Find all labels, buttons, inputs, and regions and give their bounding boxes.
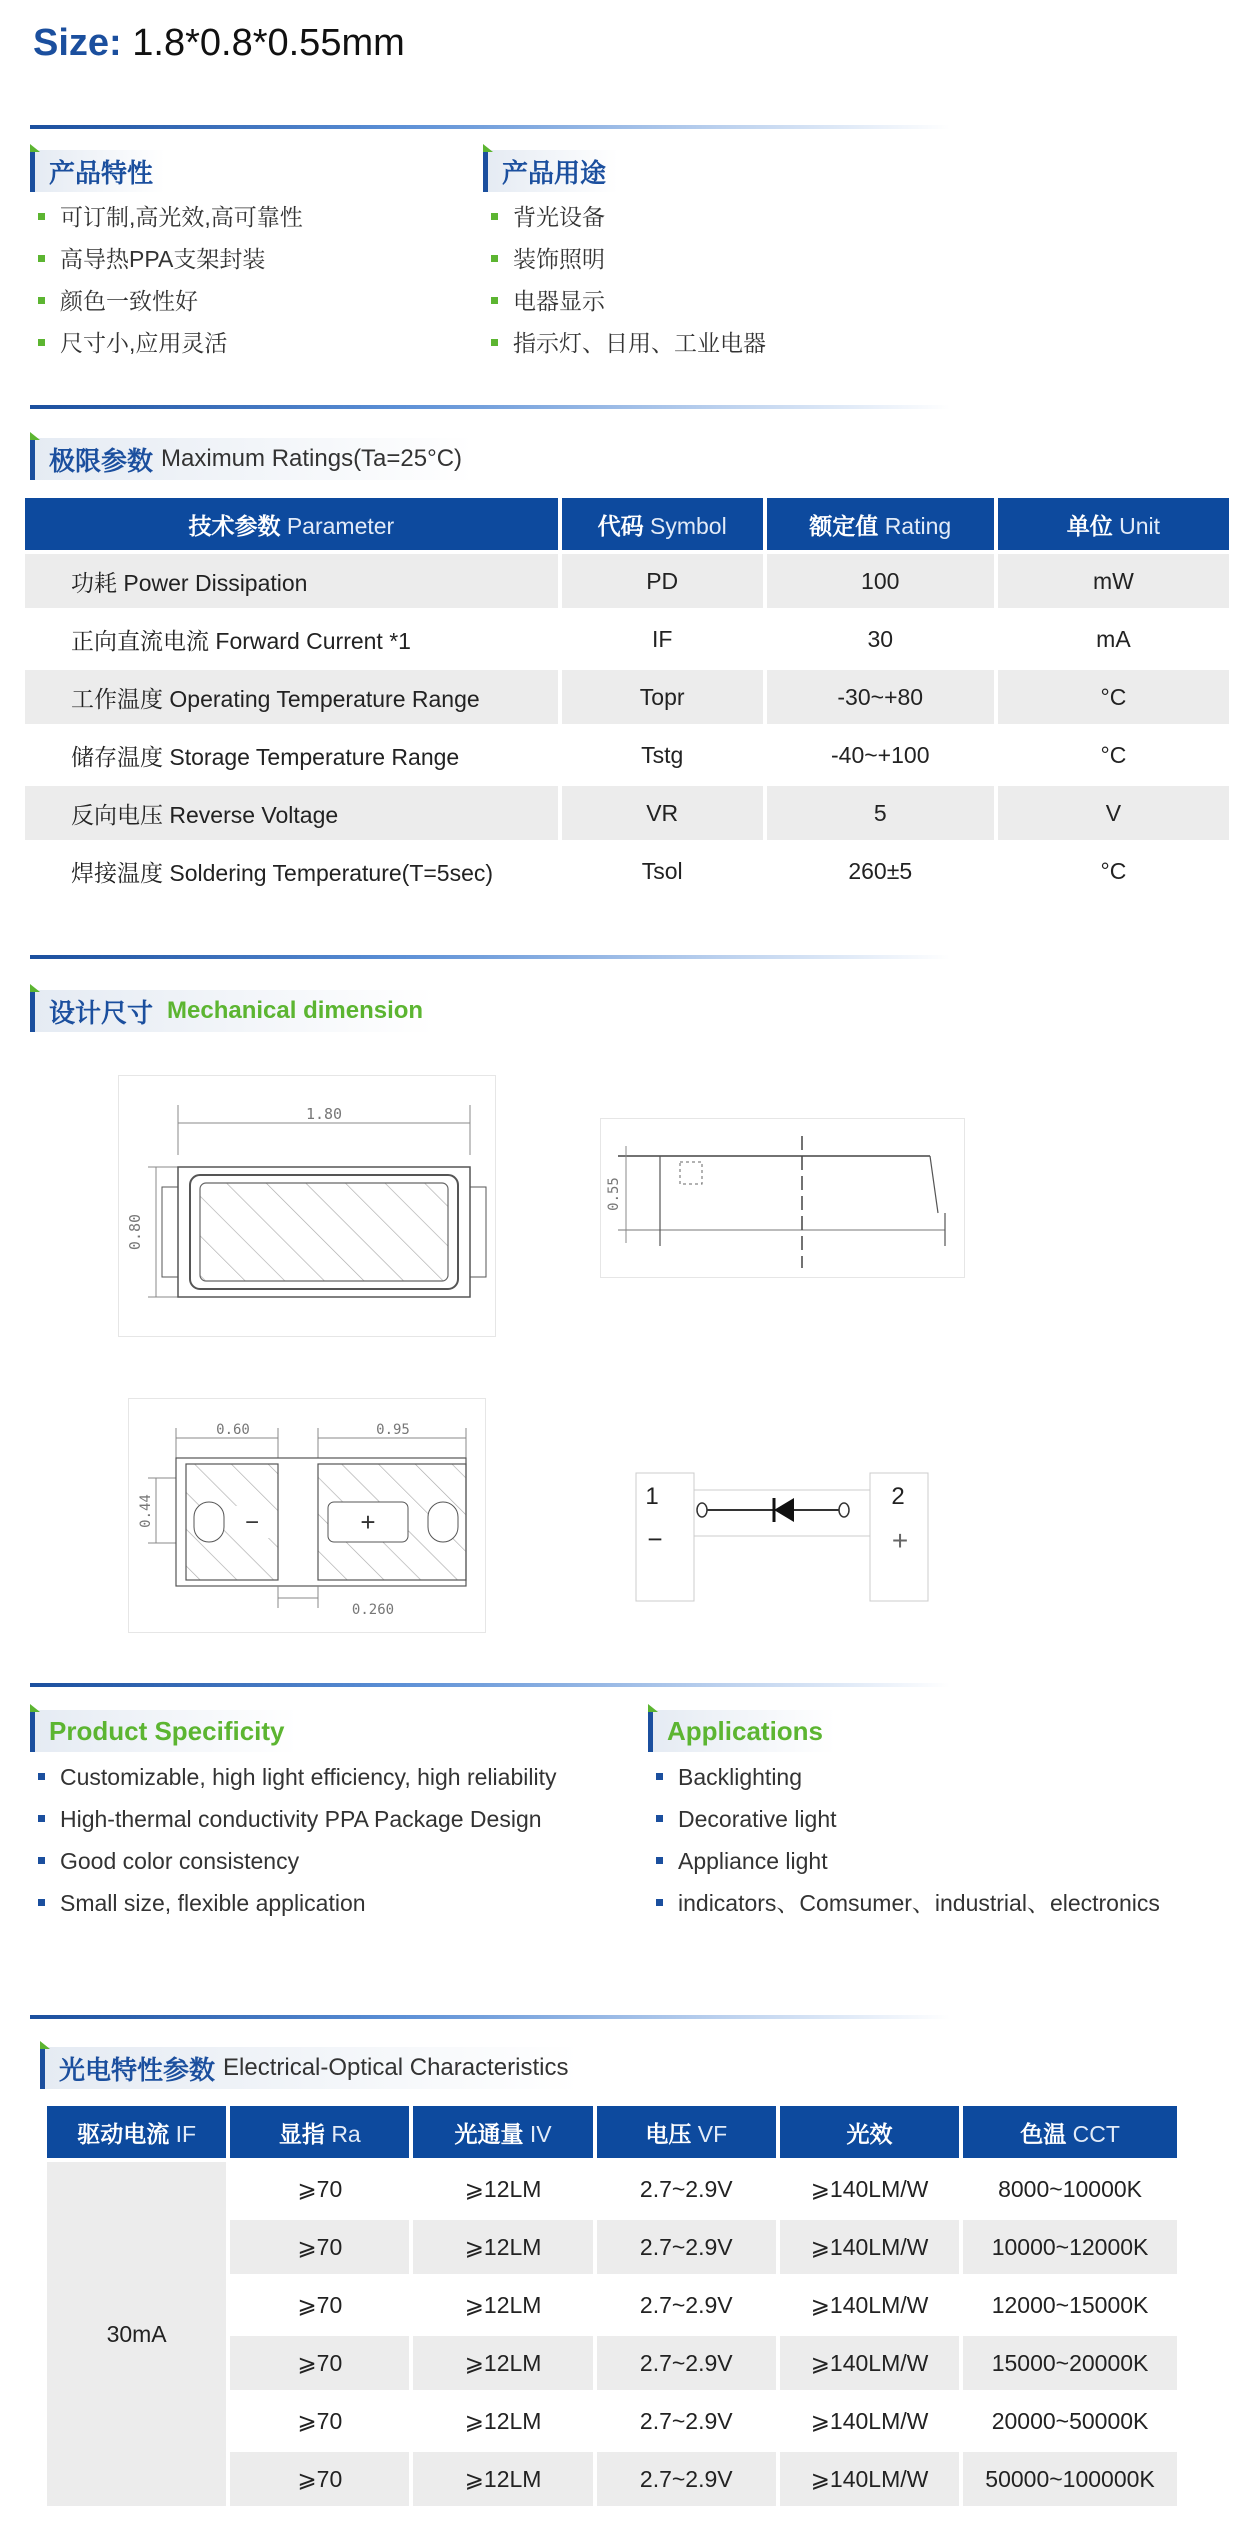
separator [30, 405, 950, 409]
dim-pad-left-label: 0.60 [216, 1422, 250, 1438]
features-cn-list [30, 196, 470, 364]
spec-en-header [30, 1710, 630, 1752]
mechanical-title-cn: 设计尺寸 [49, 997, 154, 1028]
pin1-minus: − [647, 1524, 663, 1554]
dim-pad-height-label: 0.44 [138, 1494, 154, 1528]
eo-col-iv: 光通量 IV [413, 2106, 592, 2158]
spec-en-list [30, 1756, 630, 1924]
separator [30, 955, 950, 959]
list-item: 高导热PPA支架封装 [30, 238, 470, 280]
list-item: Decorative light [648, 1798, 1238, 1840]
spec-en-section [30, 1710, 630, 1924]
table-row: 反向电压 Reverse Voltage VR 5 V [25, 786, 1229, 840]
ratings-header [30, 438, 474, 480]
side-view-drawing [600, 1118, 965, 1278]
mechanical-header [30, 990, 435, 1032]
table-row: ⩾70 ⩾12LM 2.7~2.9V ⩾140LM/W 50000~100000K [47, 2452, 1177, 2506]
table-row: 30mA ⩾70 ⩾12LM 2.7~2.9V ⩾140LM/W 8000~10000K [47, 2162, 1177, 2216]
separator [30, 2015, 950, 2019]
list-item: Small size, flexible application [30, 1882, 630, 1924]
eo-col-cct: 色温 CCT [963, 2106, 1177, 2158]
ratings-col-parameter: 技术参数 Parameter [25, 498, 558, 550]
eo-col-efficacy: 光效 [780, 2106, 959, 2158]
pad-plus-symbol: + [360, 1507, 376, 1537]
eo-title-cn: 光电特性参数 [59, 2054, 216, 2085]
list-item: Customizable, high light efficiency, high reliability [30, 1756, 630, 1798]
list-item: 颜色一致性好 [30, 280, 470, 322]
list-item: 可订制,高光效,高可靠性 [30, 196, 470, 238]
pin1-label: 1 [645, 1483, 659, 1510]
eo-col-vf: 电压 VF [597, 2106, 776, 2158]
list-item: 尺寸小,应用灵活 [30, 322, 470, 364]
list-item: Good color consistency [30, 1840, 630, 1882]
separator [30, 1683, 950, 1687]
features-cn-section [30, 150, 470, 364]
features-cn-header [30, 150, 470, 192]
apps-en-section [648, 1710, 1238, 1924]
features-cn-title: 产品特性 [49, 157, 154, 188]
eo-title-en: Electrical-Optical Characteristics [223, 2054, 569, 2081]
uses-cn-section [483, 150, 923, 364]
table-row: ⩾70 ⩾12LM 2.7~2.9V ⩾140LM/W 15000~20000K [47, 2336, 1177, 2390]
dim-length-label: 1.80 [305, 1105, 343, 1123]
pad-minus-symbol: − [244, 1509, 260, 1536]
dim-width-label: 0.80 [126, 1213, 144, 1251]
table-row: 功耗 Power Dissipation PD 100 mW [25, 554, 1229, 608]
list-item: 指示灯、日用、工业电器 [483, 322, 923, 364]
ratings-title-en: Maximum Ratings(Ta=25°C) [161, 445, 463, 472]
eo-header [40, 2047, 580, 2089]
polarity-drawing [628, 1470, 936, 1605]
eo-col-ra: 显指 Ra [230, 2106, 409, 2158]
eo-table [43, 2102, 1181, 2510]
ratings-col-rating: 额定值 Rating [767, 498, 994, 550]
uses-cn-title: 产品用途 [502, 157, 607, 188]
table-row: 焊接温度 Soldering Temperature(T=5sec) Tsol 260±5 °C [25, 844, 1229, 898]
table-row: 正向直流电流 Forward Current *1 IF 30 mA [25, 612, 1229, 666]
ratings-table [21, 494, 1233, 902]
pad-view-drawing [128, 1398, 486, 1633]
table-row: 储存温度 Storage Temperature Range Tstg -40~+100 °C [25, 728, 1229, 782]
list-item: Backlighting [648, 1756, 1238, 1798]
ratings-title-cn: 极限参数 [49, 445, 154, 476]
pin2-label: 2 [891, 1483, 905, 1510]
separator [30, 125, 950, 129]
list-item: 电器显示 [483, 280, 923, 322]
list-item: High-thermal conductivity PPA Package Design [30, 1798, 630, 1840]
list-item: 装饰照明 [483, 238, 923, 280]
apps-en-header [648, 1710, 1238, 1752]
mechanical-title-en: Mechanical dimension [167, 997, 424, 1024]
list-item: Appliance light [648, 1840, 1238, 1882]
size-value: 1.8*0.8*0.55mm [132, 22, 405, 64]
dim-height-label: 0.55 [606, 1177, 622, 1211]
spec-en-title: Product Specificity [49, 1715, 285, 1746]
table-row: 工作温度 Operating Temperature Range Topr -30~+80 °C [25, 670, 1229, 724]
size-line [33, 22, 405, 65]
ratings-col-unit: 单位 Unit [998, 498, 1229, 550]
pin2-plus: + [891, 1525, 909, 1556]
dim-gap-label: 0.260 [351, 1602, 395, 1618]
dim-pad-right-label: 0.95 [376, 1422, 410, 1438]
top-view-drawing [118, 1075, 496, 1337]
size-label: Size: [33, 22, 122, 64]
eo-col-if: 驱动电流 IF [47, 2106, 226, 2158]
uses-cn-header [483, 150, 923, 192]
uses-cn-list [483, 196, 923, 364]
table-row: ⩾70 ⩾12LM 2.7~2.9V ⩾140LM/W 10000~12000K [47, 2220, 1177, 2274]
table-row: ⩾70 ⩾12LM 2.7~2.9V ⩾140LM/W 12000~15000K [47, 2278, 1177, 2332]
apps-en-list [648, 1756, 1238, 1924]
ratings-col-symbol: 代码 Symbol [562, 498, 763, 550]
table-row: ⩾70 ⩾12LM 2.7~2.9V ⩾140LM/W 20000~50000K [47, 2394, 1177, 2448]
list-item: indicators、Comsumer、industrial、electronics [648, 1882, 1238, 1924]
list-item: 背光设备 [483, 196, 923, 238]
eo-current-cell: 30mA [47, 2162, 226, 2506]
apps-en-title: Applications [667, 1715, 824, 1746]
